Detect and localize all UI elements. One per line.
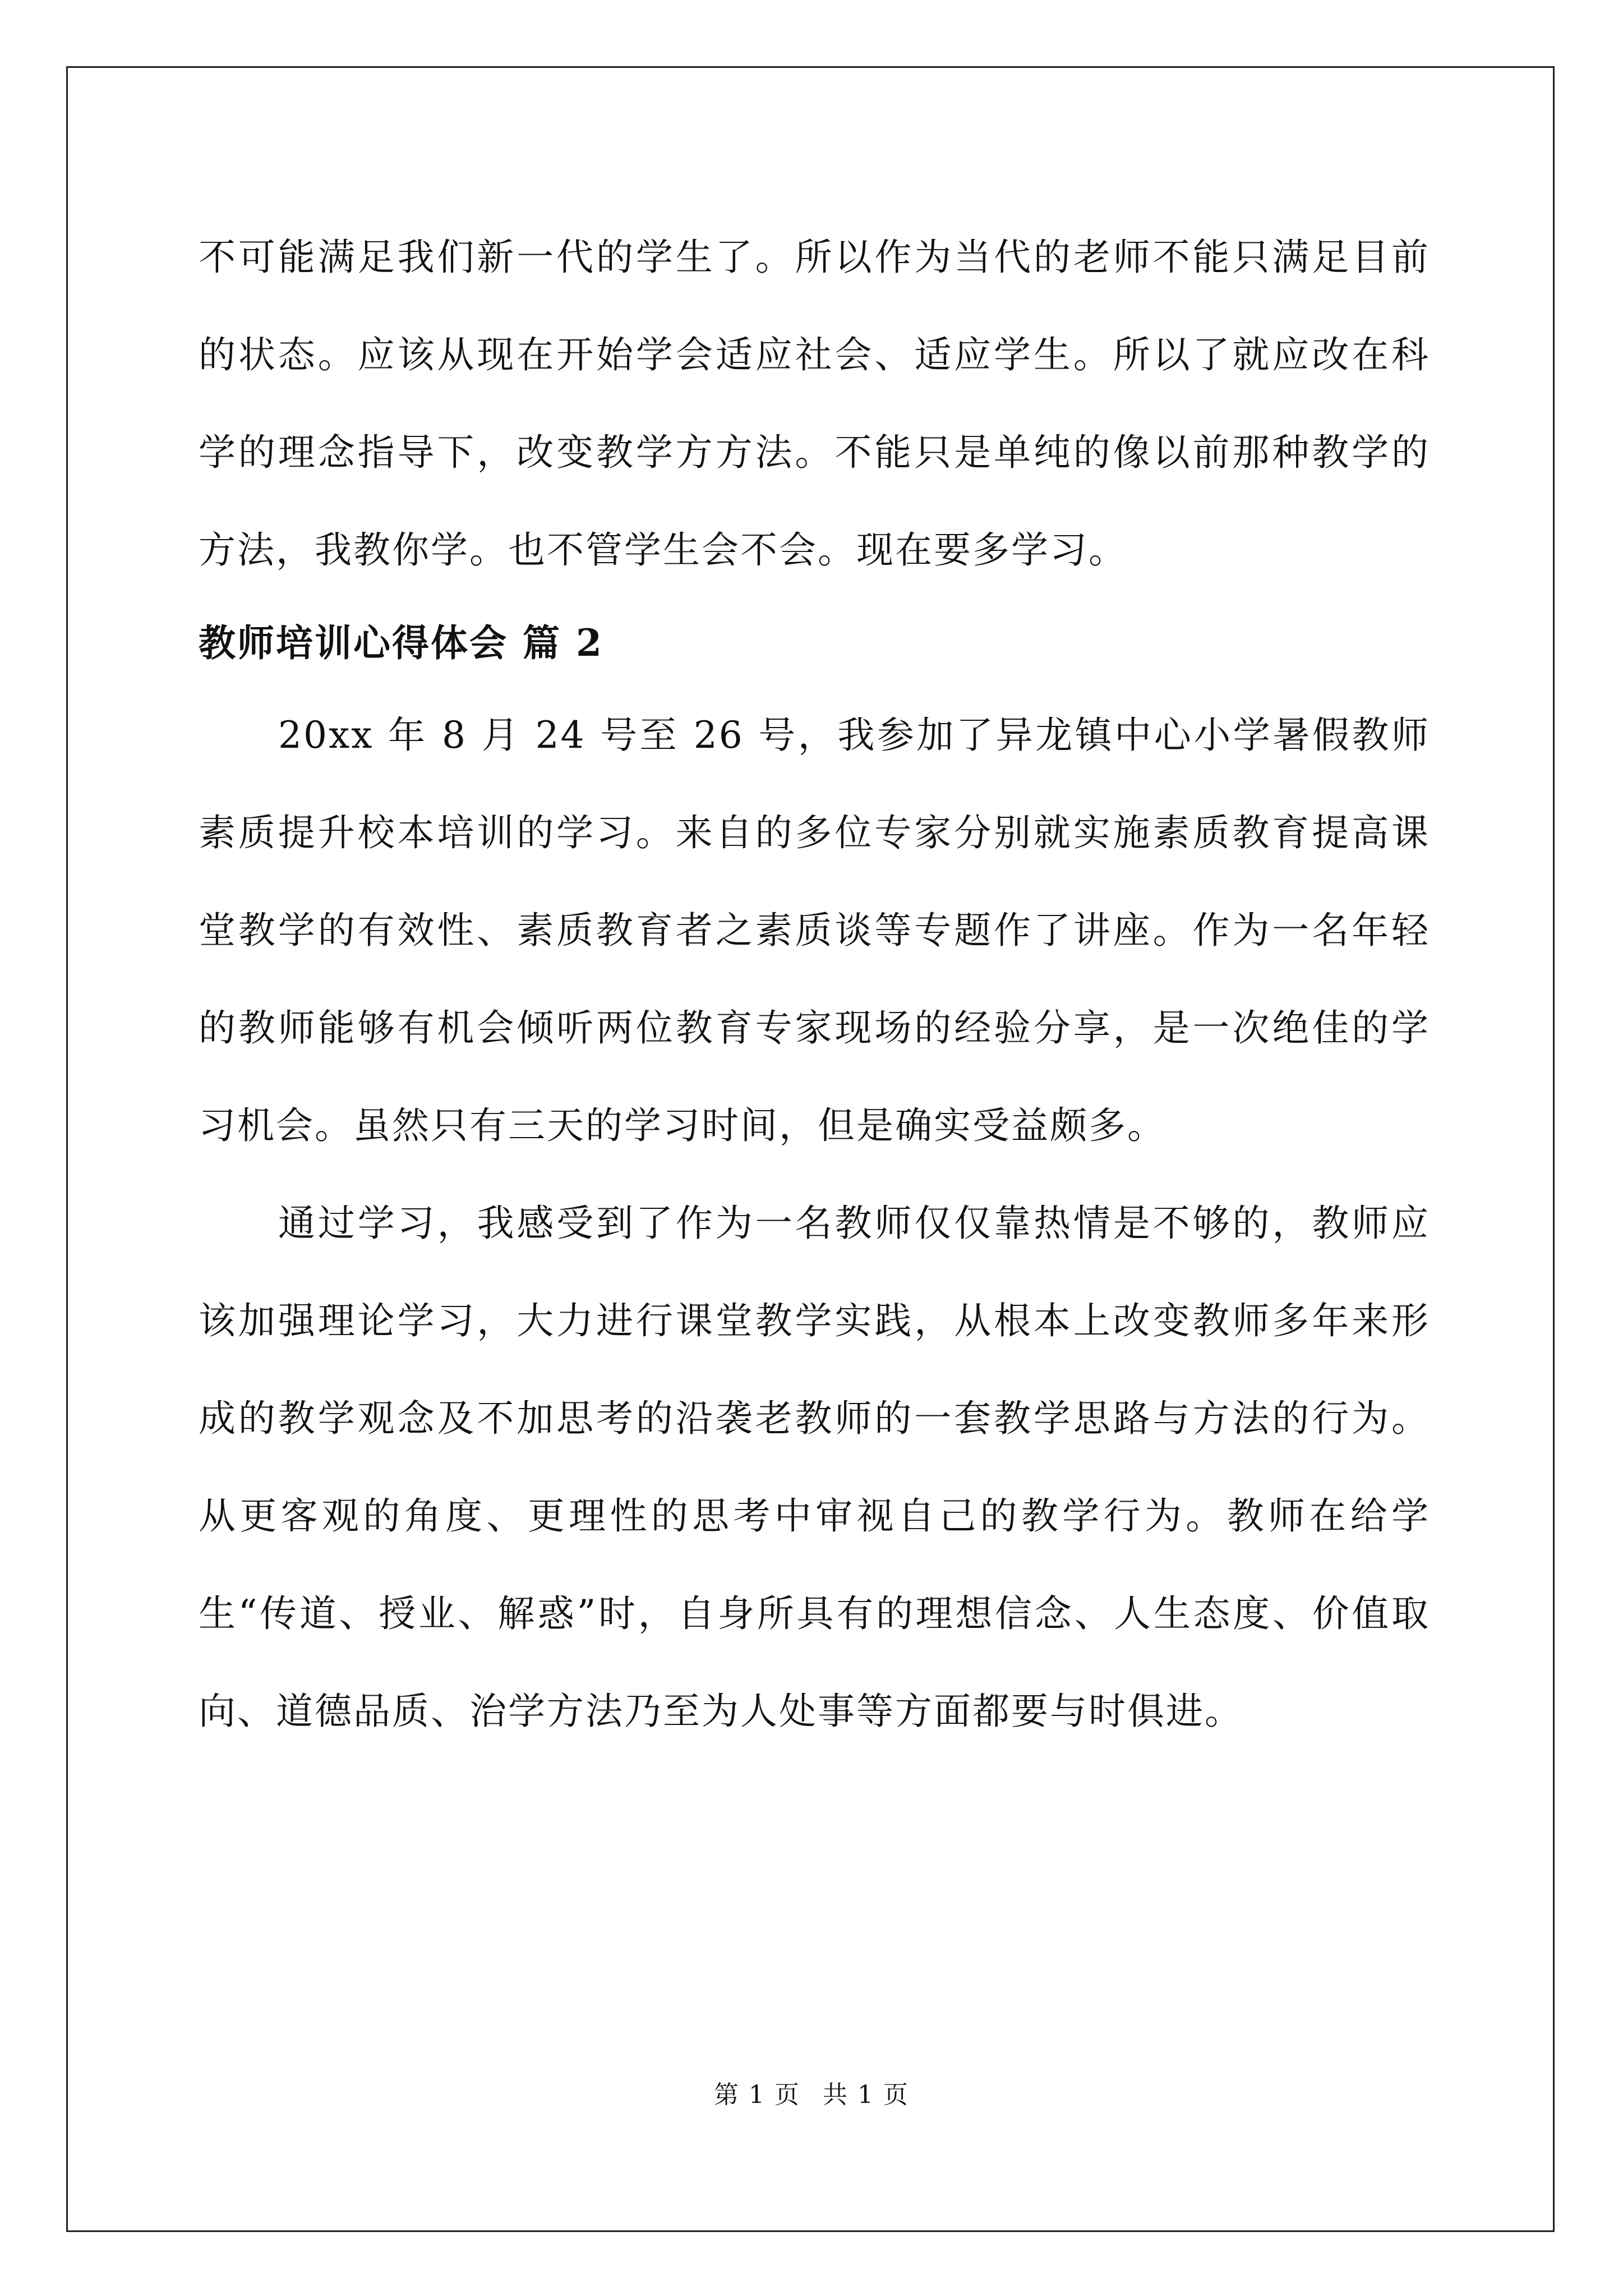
paragraph-continuation: 不可能满足我们新一代的学生了。所以作为当代的老师不能只满足目前的状态。应该从现在开始学会适应社会、适应学生。所以了就应改在科学的理念指导下，改变教学方方法。不能只是单纯的像以前那种教学的方法，我教你学。也不管学生会不会。现在要多学习。 [199, 236, 1430, 572]
page-total: 共 1 页 [823, 2081, 909, 2109]
paragraph-reflection: 通过学习，我感受到了作为一名教师仅仅靠热情是不够的，教师应该加强理论学习，大力进行课堂教学实践，从根本上改变教师多年来形成的教学观念及不加思考的沿袭老教师的一套教学思路与方法的行为。从更客观的角度、更理性的思考中审视自己的教学行为。教师在给学生“传道、授业、解惑”时，自身所具有的理想信念、人生态度、价值取向、道德品质、治学方法乃至为人处事等方面都要与时俱进。 [199, 1202, 1430, 1733]
page-number: 第 1 页 [714, 2081, 800, 2109]
page-footer [0, 2078, 1623, 2112]
document-body [199, 209, 1430, 1760]
section-heading: 教师培训心得体会 篇 2 [199, 621, 603, 665]
paragraph-training-intro: 20xx 年 8 月 24 号至 26 号，我参加了异龙镇中心小学暑假教师素质提升校本培训的学习。来自的多位专家分别就实施素质教育提高课堂教学的有效性、素质教育者之素质谈等专题作了讲座。作为一名年轻的教师能够有机会倾听两位教育专家现场的经验分享，是一次绝佳的学习机会。虽然只有三天的学习时间，但是确实受益颇多。 [199, 714, 1430, 1147]
